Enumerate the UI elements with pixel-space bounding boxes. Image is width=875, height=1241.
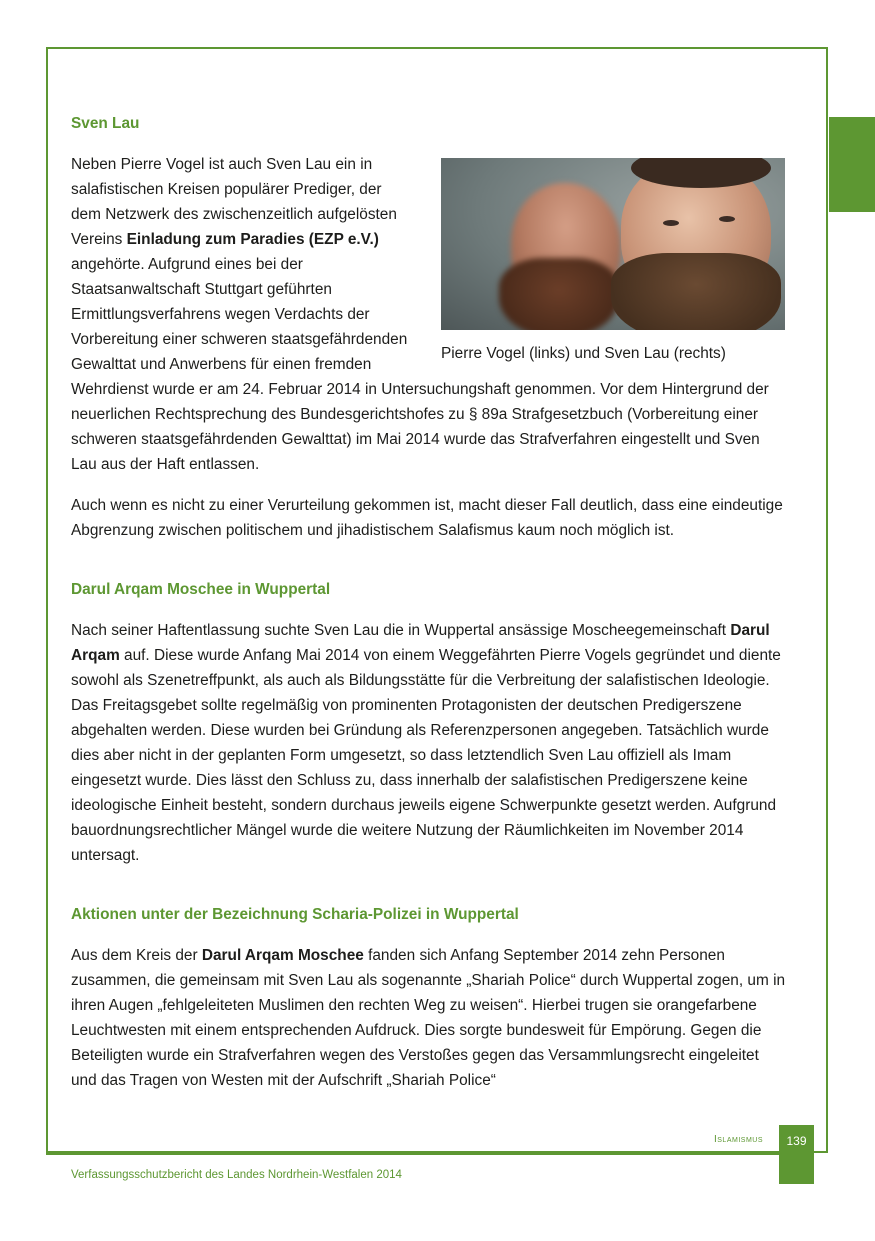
photo-caption: Pierre Vogel (links) und Sven Lau (rechts) bbox=[441, 345, 726, 362]
paragraph: Aus dem Kreis der Darul Arqam Moschee fanden sich Anfang September 2014 zehn Personen zusammen, die gemeinsam mit Sven Lau als sogenannte „Shariah Police“ durch Wuppertal zogen, um in ihren Augen „fehlgeleiteten Muslimen den rechten Weg zu weisen“. Hierbei trugen sie orangefarbene Leuchtwesten mit einem entsprechenden Aufdruck. Dies sorgte bundesweit für Empörung. Gegen die Beteiligten wurde ein Strafverfahren wegen des Verstoßes gegen das Versammlungsrecht eingeleitet und das Tragen von Westen mit der Aufschrift „Shariah Police“ bbox=[71, 947, 786, 1089]
bold-term: Darul Arqam Moschee bbox=[201, 947, 364, 964]
photo-pierre-vogel-sven-lau bbox=[441, 158, 785, 330]
chapter-tab bbox=[829, 117, 875, 212]
paragraph: Neben Pierre Vogel ist auch Sven Lau ein in salafistischen Kreisen populärer Prediger, der dem Netzwerk des zwischenzeitlich aufgelösten Vereins Einladung zum Paradies (EZP e.V.) angehörte. Aufgrund eines bei der Staatsanwaltschaft Stuttgart geführten Ermittlungsverfahrens wegen Verdachts der Vorbereitung einer schweren staatsgefährdenden Gewalttat und Anwerbens für einen fremden Wehrdienst wurde er am 24. Februar 2014 in Untersuchungshaft genommen. Vor dem Hintergrund der neuerlichen Rechtsprechung des Bundesgerichtshofes zu § 89a Strafgesetzbuch (Vorbereitung einer schweren staatsgefährdenden Gewalttat) im Mai 2014 wurde das Strafverfahren eingestellt und Sven Lau aus der Haft entlassen. bbox=[71, 156, 769, 473]
bold-term: Einladung zum Paradies (EZP e.V.) bbox=[126, 231, 379, 248]
footer-rule bbox=[46, 1153, 779, 1155]
section-heading-2: Darul Arqam Moschee in Wuppertal bbox=[71, 581, 331, 598]
photo-figure bbox=[441, 158, 787, 364]
running-section-name: Islamismus bbox=[713, 1134, 763, 1145]
article-body bbox=[71, 111, 787, 1093]
paragraph: Nach seiner Haftentlassung suchte Sven Lau die in Wuppertal ansässige Moscheegemeinschaft Darul Arqam auf. Diese wurde Anfang Mai 2014 von einem Weggefährten Pierre Vogels gegründet und diente sowohl als Szenetreffpunkt, als auch als Bildungsstätte für die Verbreitung der salafistischen Ideologie. Das Freitagsgebet sollte regelmäßig von prominenten Protagonisten der deutschen Predigerszene abgehalten werden. Diese wurden bei Gründung als Referenzpersonen angegeben. Tatsächlich wurde dies aber nicht in der geplanten Form umgesetzt, so dass letztendlich Sven Lau offiziell als Imam eingesetzt wurde. Dies lässt den Schluss zu, dass innerhalb der salafistischen Predigerszene keine ideologische Einheit besteht, sondern durchaus jeweils eigene Schwerpunkte gesetzt werden. Aufgrund bauordnungsrechtlicher Mängel wurde die weitere Nutzung der Räumlichkeiten im November 2014 untersagt. bbox=[71, 622, 781, 864]
paragraph: Auch wenn es nicht zu einer Verurteilung gekommen ist, macht dieser Fall deutlich, dass eine eindeutige Abgrenzung zwischen politischem und jihadistischem Salafismus kaum noch möglich ist. bbox=[71, 497, 783, 539]
section-heading-1: Sven Lau bbox=[71, 115, 140, 132]
page-number: 139 bbox=[779, 1125, 814, 1184]
bold-term: Darul Arqam bbox=[71, 622, 770, 664]
publication-footer: Verfassungsschutzbericht des Landes Nordrhein-Westfalen 2014 bbox=[71, 1169, 402, 1181]
section-heading-3: Aktionen unter der Bezeichnung Scharia-Polizei in Wuppertal bbox=[71, 906, 519, 923]
